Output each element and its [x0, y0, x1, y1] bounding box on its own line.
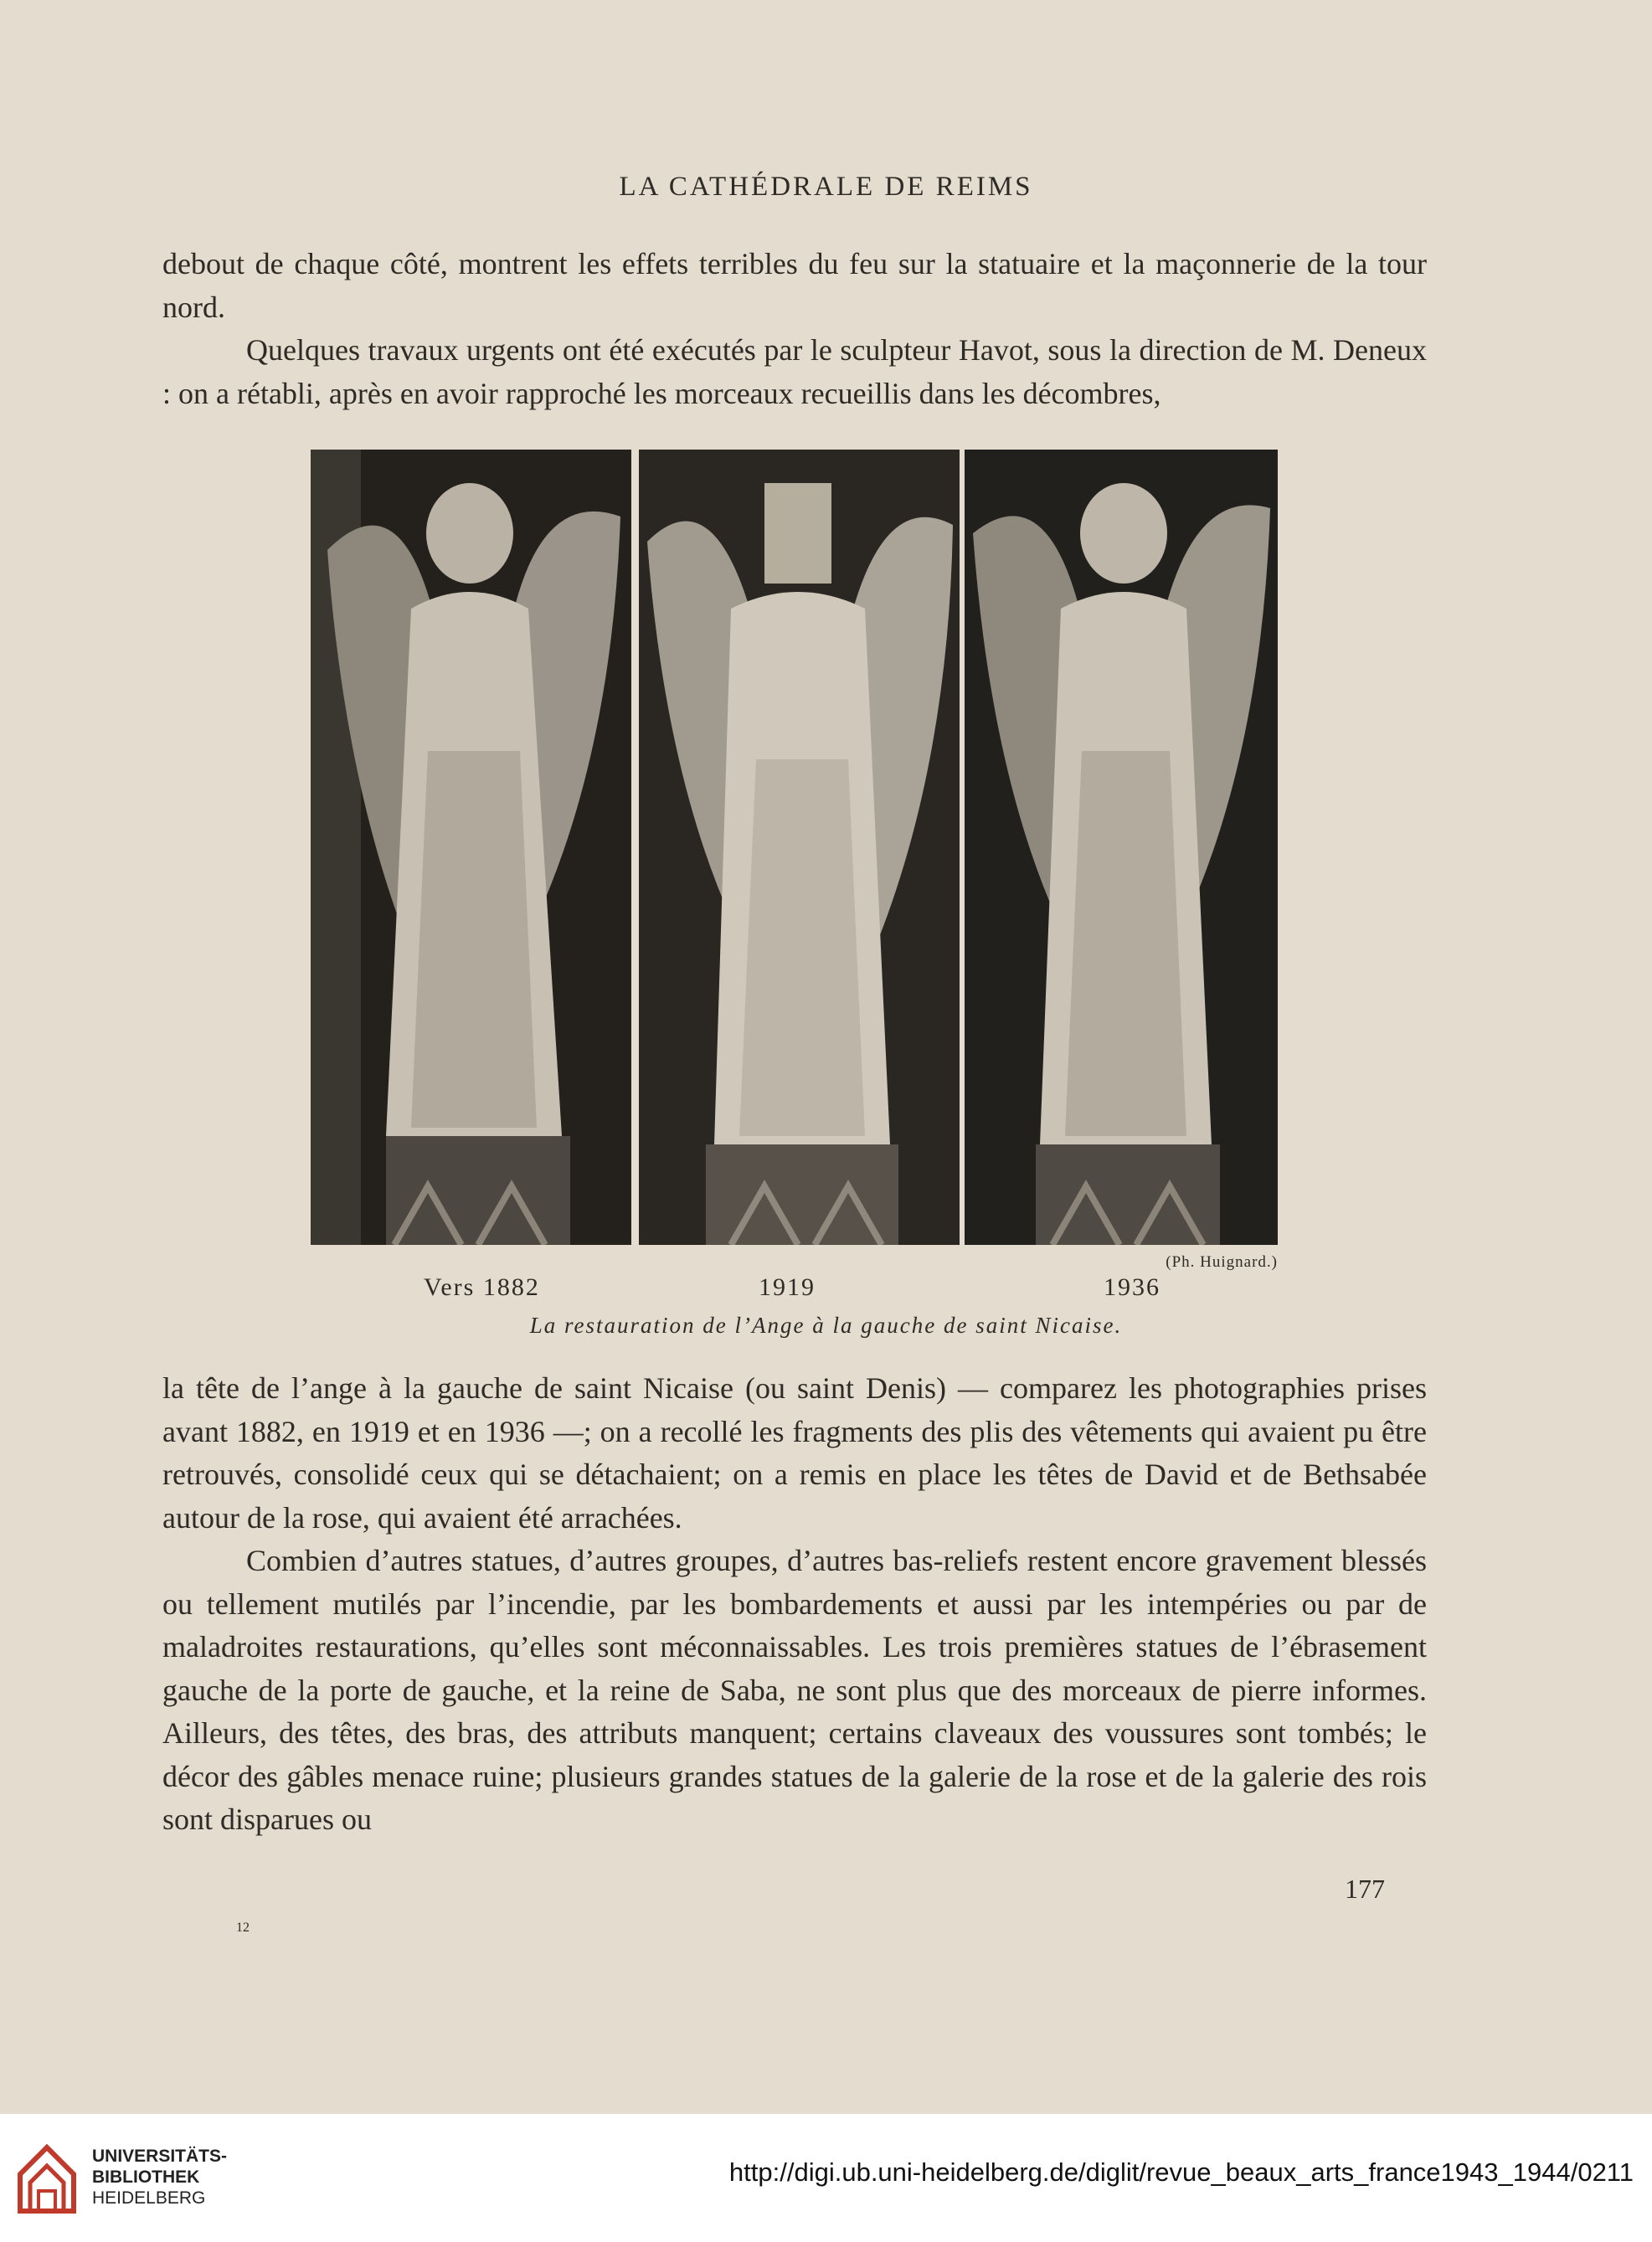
paragraph: debout de chaque côté, montrent les effets terribles du feu sur la statuaire et la maçonnerie de la tour nord. — [162, 247, 1427, 324]
year-label: Vers 1882 — [424, 1273, 540, 1301]
running-title: LA CATHÉDRALE DE REIMS — [619, 172, 1033, 202]
source-url-link[interactable]: http://digi.ub.uni-heidelberg.de/diglit/revue_beaux_arts_france1943_1944/0211 — [728, 2157, 1634, 2187]
year-label: 1936 — [1104, 1273, 1161, 1301]
text-block-top — [162, 243, 1427, 415]
paragraph: la tête de l’ange à la gauche de saint Nicaise (ou saint Denis) — comparez les photographies prises avant 1882, en 1919 et en 1936 —; on a recollé les fragments des plis des vêtements qui avaient pu être retrouvés, consolidé ceux qui se détachaient; on a remis en place les têtes de David et de Bethsabée autour de la rose, qui avaient été arrachées. — [162, 1371, 1427, 1535]
library-name — [92, 2146, 227, 2209]
page-number: 177 — [1345, 1874, 1385, 1904]
library-name-line: HEIDELBERG — [92, 2188, 206, 2208]
library-logo-icon — [13, 2141, 80, 2218]
angel-photo-1882 — [311, 450, 631, 1245]
figure-caption: La restauration de l’Ange à la gauche de saint Nicaise. — [529, 1313, 1123, 1338]
angel-photo-1919 — [639, 450, 960, 1245]
library-name-line: UNIVERSITÄTS- — [92, 2147, 228, 2166]
photo-triptych — [311, 450, 1278, 1245]
text-block-bottom — [162, 1367, 1427, 1842]
signature-mark: 12 — [236, 1921, 250, 1935]
year-label: 1919 — [759, 1273, 816, 1301]
digitization-footer — [0, 2114, 1652, 2242]
paragraph: Combien d’autres statues, d’autres groupes, d’autres bas-reliefs restent encore gravement blessés ou tellement mutilés par l’incendie, par les bombardements et aussi par les intempéries ou par de maladroites restaurations, qu’elles sont méconnaissables. Les trois premières statues de l’ébrasement gauche de la porte de gauche, et la reine de Saba, ne sont plus que des morceaux de pierre informes. Ailleurs, des têtes, des bras, des attributs manquent; certains claveaux des voussures sont tombés; le décor des gâbles menace ruine; plusieurs grandes statues de la galerie de la rose et de la galerie des rois sont disparues ou — [162, 1544, 1427, 1836]
library-name-line: BIBLIOTHEK — [92, 2167, 200, 2187]
angel-photo-1936 — [965, 450, 1278, 1245]
photo-credit: (Ph. Huignard.) — [1166, 1253, 1278, 1271]
paragraph: Quelques travaux urgents ont été exécutés par le sculpteur Havot, sous la direction de M. Deneux : on a rétabli, après en avoir rapproché les morceaux recueillis dans les décombres, — [162, 333, 1427, 410]
